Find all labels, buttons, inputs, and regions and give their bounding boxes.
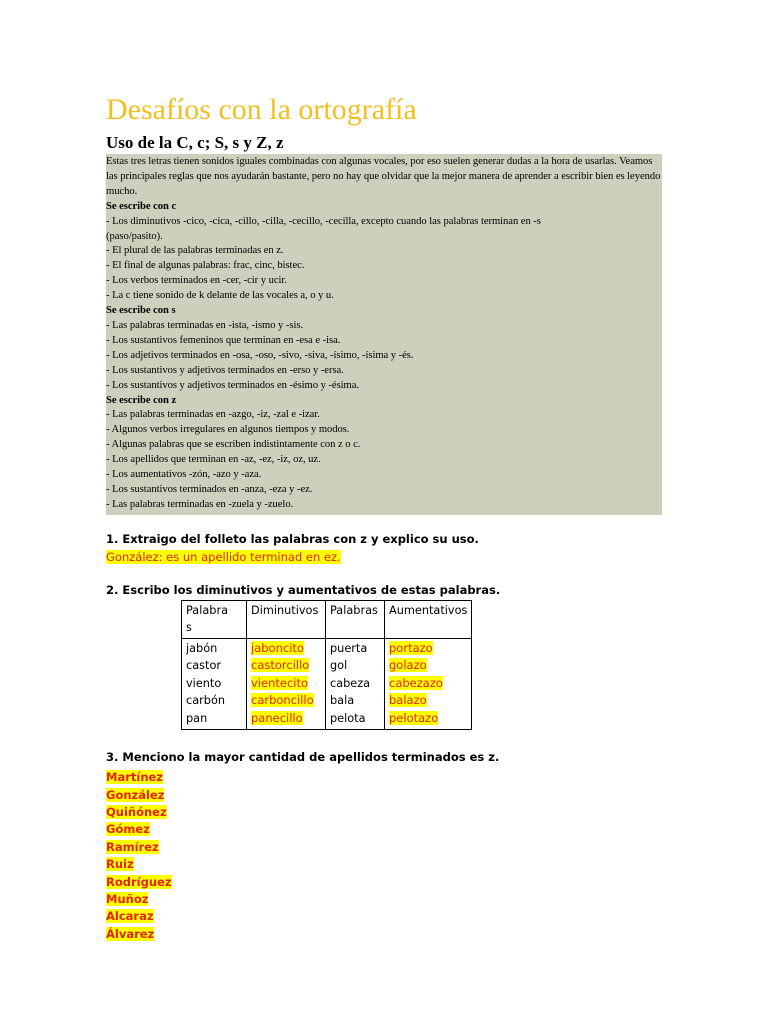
rule-line: - Los sustantivos femeninos que terminan en -esa e -isa. [106, 334, 341, 346]
list-item: Quiñónez [106, 805, 167, 820]
rule-line: - Los sustantivos y adjetivos terminados en -erso y -ersa. [106, 364, 344, 376]
word: castor [186, 659, 222, 673]
rules-intro: Estas tres letras tienen sonidos iguales combinadas con algunas vocales, por eso suelen generar dudas a la hora de usarlas. Veamos las principales reglas que nos ayudarán bastante, pero no hay que olvidar que la mejor manera de aprender a escribir bien es leyendo mucho. [106, 156, 661, 197]
rule-line: - Los adjetivos terminados en -osa, -oso, -sivo, -siva, -ísimo, -ísima y -és. [106, 349, 414, 361]
augmentative: portazo [389, 640, 433, 655]
augmentative: pelotazo [389, 710, 439, 725]
list-item: Ramírez [106, 839, 159, 854]
section-heading-c: Se escribe con c [106, 200, 177, 212]
list-item: Álvarez [106, 926, 155, 941]
diminutive: jaboncito [251, 640, 304, 655]
rule-line: - Los aumentativos -zón, -azo y -aza. [106, 469, 262, 481]
augmentative: golazo [389, 658, 427, 673]
question-3: 3. Menciono la mayor cantidad de apellidos terminados es z. [106, 750, 500, 765]
table-cell-words1 [182, 638, 247, 730]
table-header-aumentativos: Aumentativos [385, 600, 472, 638]
list-item: Rodríguez [106, 874, 172, 889]
diminutive: carboncillo [251, 693, 314, 708]
rule-line: - Los diminutivos -cico, -cica, -cillo, -cilla, -cecillo, -cecilla, excepto cuando las palabras terminan en -s [106, 215, 541, 227]
word: pan [186, 711, 208, 725]
list-item: González [106, 787, 165, 802]
section-heading-s: Se escribe con s [106, 305, 176, 317]
question-2: 2. Escribo los diminutivos y aumentativos de estas palabras. [106, 582, 501, 597]
rule-line: - El plural de las palabras terminadas en z. [106, 245, 284, 257]
rule-line: - Algunos verbos irregulares en algunos tiempos y modos. [106, 424, 350, 436]
table-cell-words2 [326, 638, 385, 730]
list-item: Alcaraz [106, 909, 154, 924]
list-item: Ruiz [106, 857, 134, 872]
word: viento [186, 676, 222, 690]
word: carbón [186, 694, 226, 708]
table-cell-aumentativos [385, 638, 472, 730]
rule-line: - Algunas palabras que se escriben indistintamente con z o c. [106, 439, 361, 451]
rule-line: - Los sustantivos terminados en -anza, -eza y -ez. [106, 483, 313, 495]
rule-line: - Los apellidos que terminan en -az, -ez, -iz, oz, uz. [106, 454, 321, 466]
diminutive: vientecito [251, 675, 309, 690]
word: gol [330, 659, 348, 673]
document-subtitle: Uso de la C, c; S, s y Z, z [106, 133, 284, 152]
header-text: Palabra [186, 603, 229, 617]
list-item: Gómez [106, 822, 150, 837]
diminutive: castorcillo [251, 658, 310, 673]
document-page [106, 90, 662, 942]
list-item: Martínez [106, 770, 163, 785]
table-cell-diminutivos [247, 638, 326, 730]
rule-line: - Las palabras terminadas en -ista, -ismo y -sis. [106, 319, 304, 331]
word: pelota [330, 711, 366, 725]
rule-line: - Las palabras terminadas en -zuela y -zuelo. [106, 498, 294, 510]
word: bala [330, 694, 355, 708]
header-text: s [186, 620, 192, 634]
rule-line: (paso/pasito). [106, 230, 163, 242]
question-1: 1. Extraigo del folleto las palabras con z y explico su uso. [106, 531, 479, 546]
document-title: Desafíos con la ortografía [106, 93, 417, 126]
rules-box [106, 154, 662, 515]
answer-1: González: es un apellido terminad en ez. [106, 549, 341, 564]
rule-line: - El final de algunas palabras: frac, cinc, bistec. [106, 260, 305, 272]
surname-list [106, 768, 662, 942]
table-header-diminutivos: Diminutivos [247, 600, 326, 638]
list-item: Muñoz [106, 891, 149, 906]
section-heading-z: Se escribe con z [106, 394, 177, 406]
rule-line: - La c tiene sonido de k delante de las vocales a, o y u. [106, 290, 334, 302]
diminutive: panecillo [251, 710, 303, 725]
rule-line: - Los verbos terminados en -cer, -cir y ucir. [106, 275, 287, 287]
rule-line: - Los sustantivos y adjetivos terminados en -ésimo y -ésima. [106, 379, 359, 391]
table-header-palabras-2: Palabras [326, 600, 385, 638]
word: puerta [330, 641, 368, 655]
word: cabeza [330, 676, 371, 690]
word: jabón [186, 641, 218, 655]
table-header-palabras [182, 600, 247, 638]
augmentative: balazo [389, 693, 427, 708]
words-table [181, 600, 472, 731]
augmentative: cabezazo [389, 675, 443, 690]
rule-line: - Las palabras terminadas en -azgo, -iz, -zal e -izar. [106, 409, 320, 421]
